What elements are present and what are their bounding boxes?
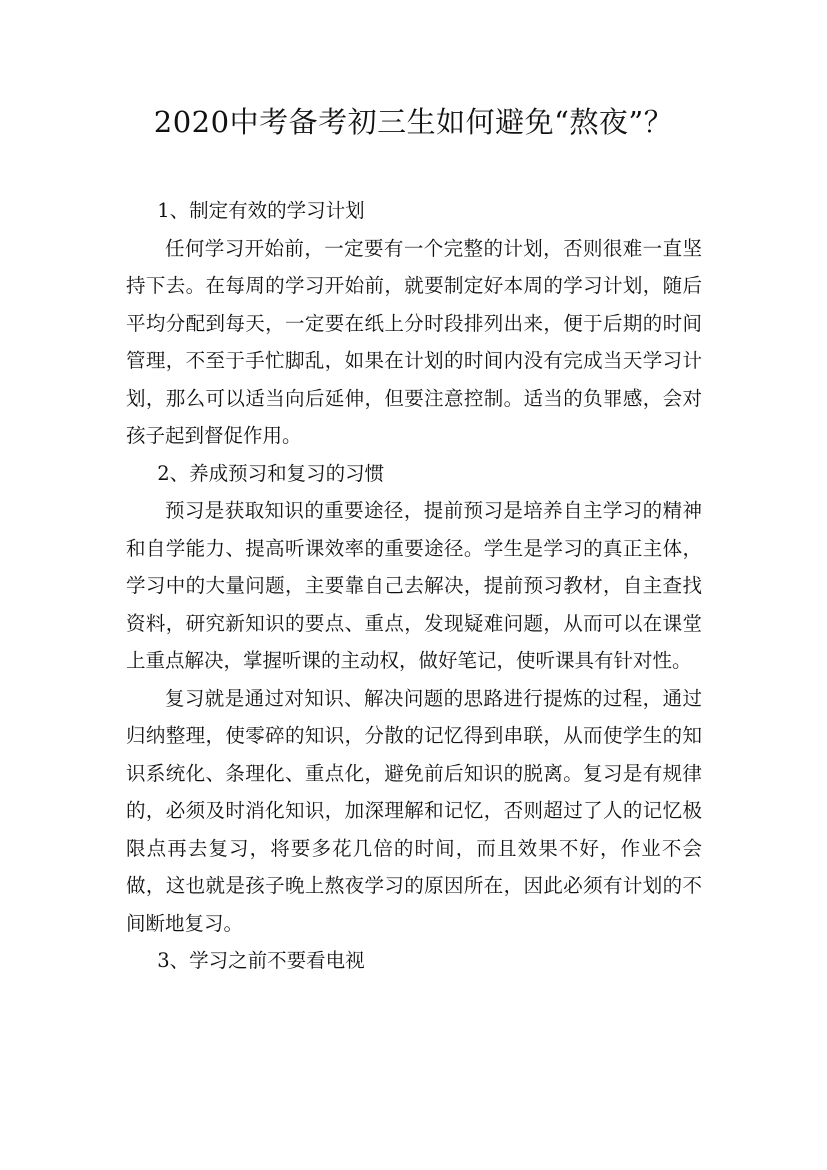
document-body [126,192,702,980]
document-title: 2020中考备考初三生如何避免“熬夜”？ [153,105,674,139]
section-heading-2: 2、养成预习和复习的习惯 [157,461,385,485]
paragraph-review: 复习就是通过对知识、解决问题的思路进行提炼的过程，通过归纳整理，使零碎的知识，分散的记忆得到串联，从而使学生的知识系统化、条理化、重点化，避免前后知识的脱离。复习是有规律的，必须及时消化知识，加深理解和记忆，否则超过了人的记忆极限点再去复习，将要多花几倍的时间，而且效果不好，作业不会做，这也就是孩子晚上熬夜学习的原因所在，因此必须有计划的不间断地复习。 [126,686,702,935]
paragraph-preview: 预习是获取知识的重要途径，提前预习是培养自主学习的精神和自学能力、提高听课效率的重要途径。学生是学习的真正主体，学习中的大量问题，主要靠自己去解决，提前预习教材，自主查找资料，研究新知识的要点、重点，发现疑难问题，从而可以在课堂上重点解决，掌握听课的主动权，做好笔记，使听课具有针对性。 [126,499,702,672]
section-heading-3: 3、学习之前不要看电视 [157,949,365,972]
section-heading-1: 1、制定有效的学习计划 [157,199,365,222]
paragraph-study-plan: 任何学习开始前，一定要有一个完整的计划，否则很难一直坚持下去。在每周的学习开始前，就要制定好本周的学习计划，随后平均分配到每天，一定要在纸上分时段排列出来，便于后期的时间管理，不至于手忙脚乱，如果在计划的时间内没有完成当天学习计划，那么可以适当向后延伸，但要注意控制。适当的负罪感，会对孩子起到督促作用。 [126,236,702,447]
